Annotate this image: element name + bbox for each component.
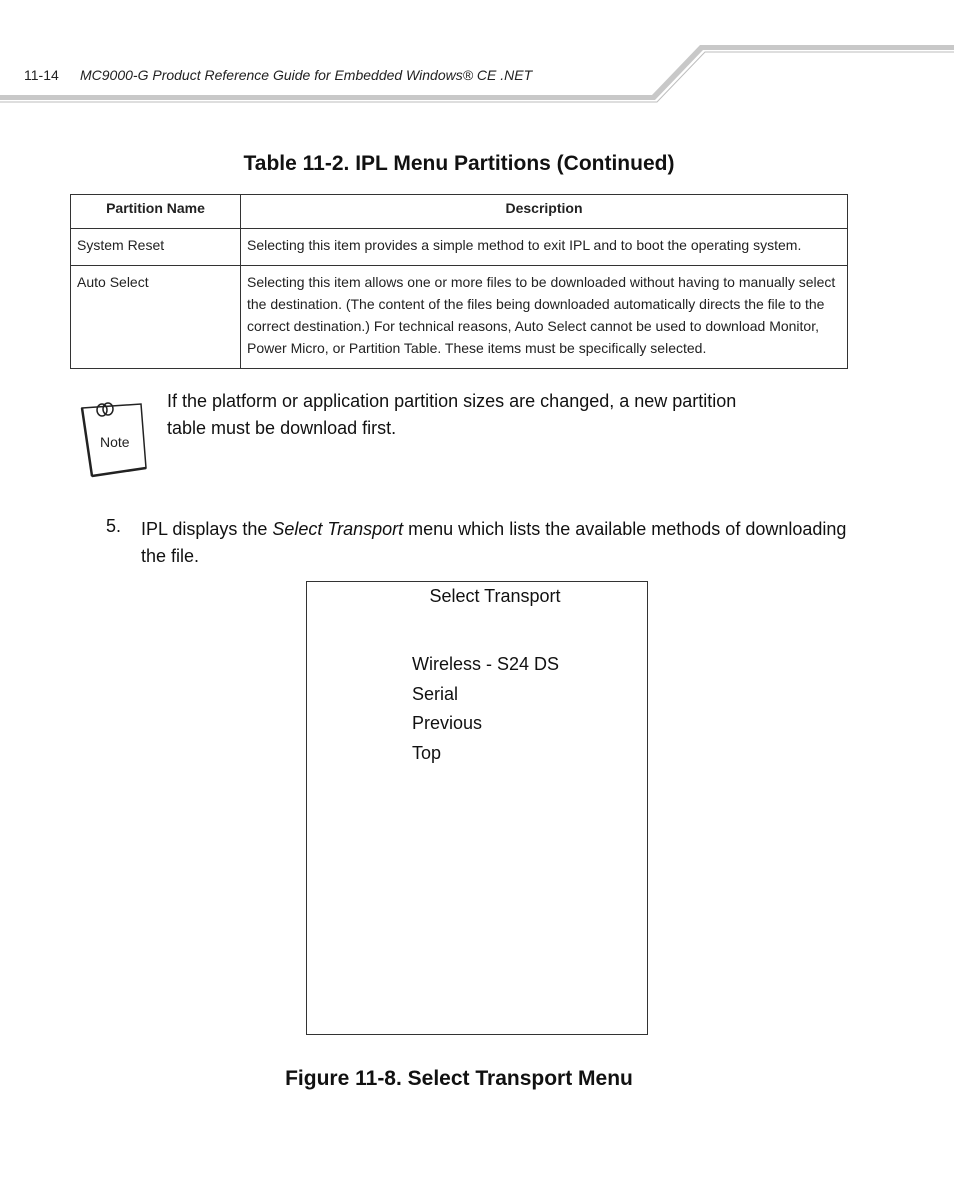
description-cell: Selecting this item allows one or more files to be downloaded without having to manually select the destination. (The content of the files being downloaded automatically directs the file to the correct destination.) For technical reasons, Auto Select cannot be used to download Monitor, Power Micro, or Partition Table. These items must be specifically selected. [241,266,848,369]
menu-item-serial[interactable]: Serial [412,683,459,704]
description-cell: Selecting this item provides a simple method to exit IPL and to boot the operating system. [241,229,848,266]
table-row [71,229,848,266]
column-header: Partition Name [71,195,241,229]
select-transport-screen [306,581,648,1035]
note-text: If the platform or application partition sizes are changed, a new partition table must be download first. [167,391,737,438]
menu-item-previous[interactable]: Previous [412,713,483,734]
step-number: 5. [106,516,122,536]
screen-title: Select Transport [429,586,561,606]
note-icon [78,398,154,489]
page-number: 11-14 [24,67,59,83]
column-header: Description [241,195,848,229]
table-caption: Table 11-2. IPL Menu Partitions (Continued) [243,152,675,175]
transport-menu [412,650,559,769]
partition-name-cell: Auto Select [71,266,241,369]
step-emphasis: Select Transport [272,519,404,539]
note-icon-label: Note [100,434,130,450]
partitions-table [70,194,848,369]
step-text-before: IPL displays the [141,519,273,539]
step-text-after: menu which lists the available methods of downloading the file. [141,519,847,566]
menu-item-top[interactable]: Top [412,743,442,764]
running-title: MC9000-G Product Reference Guide for Embedded Windows® CE .NET [80,67,533,83]
figure-caption: Figure 11-8. Select Transport Menu [285,1067,633,1090]
menu-item-wireless[interactable]: Wireless - S24 DS [412,654,560,674]
header-rule [0,0,954,110]
table-header-row [71,195,848,229]
table-row [71,266,848,369]
step-text [141,516,861,570]
partition-name-cell: System Reset [71,229,241,266]
